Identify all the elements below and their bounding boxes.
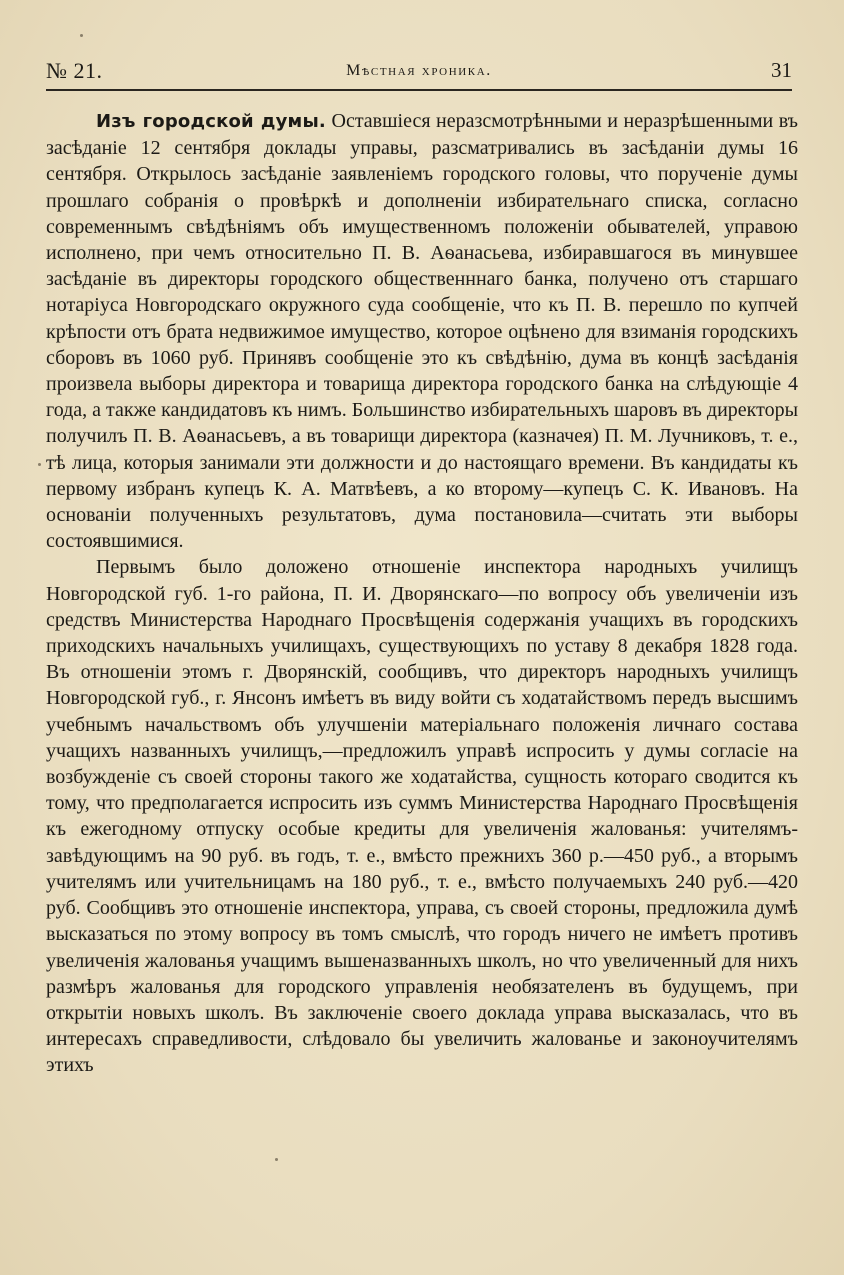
paragraph-1-text: Оставшіеся неразсмотрѣнными и неразрѣшенными въ засѣданіе 12 сентября доклады управы, разсматривались въ засѣданіи думы 16 сентября. Открылось засѣданіе заявленіемъ городского головы, что порученіе думы прошлаго собранія о провѣркѣ и дополненіи избирательнаго списка, согласно современнымъ свѣдѣніямъ объ имущественномъ положеніи обывателей, управою исполнено, при чемъ относительно П. В. Аѳанасьева, избиравшагося въ минувшее засѣданіе въ директоры городского общественннаго банка, получено отъ старшаго нотаріуса Новгородскаго окружного суда сообщеніе, что къ П. В. перешло по купчей крѣпости отъ брата недвижимое имущество, которое оцѣнено для взиманія городскихъ сборовъ въ 1060 руб. Принявъ сообщеніе это къ свѣдѣнію, дума въ концѣ засѣданія произвела выборы директора и товарища директора городского банка на слѣдующіе 4 года, а также кандидатовъ къ нимъ. Большинство избирательныхъ шаровъ въ директоры получилъ П. В. Аѳанасьевъ, а въ товарищи директора (казначея) П. М. Лучниковъ, т. е., тѣ лица, которыя занимали эти должности и до настоящаго времени. Въ кандидаты къ первому избранъ купецъ К. А. Матвѣевъ, а ко второму—купецъ С. К. Ивановъ. На основаніи полученныхъ результатовъ, дума постановила—считать эти выборы состоявшимися.	[46, 110, 799, 553]
issue-number: № 21.	[46, 58, 103, 83]
running-title: Мѣстная хроника.	[346, 62, 492, 79]
section-title: Изъ городской думы.	[96, 111, 326, 132]
header-rule	[46, 89, 792, 91]
paper-speck	[80, 34, 83, 37]
article-body	[46, 108, 798, 1079]
page-number: 31	[771, 58, 792, 82]
paragraph-1	[46, 108, 798, 554]
page-header	[46, 56, 792, 90]
paper-speck	[38, 463, 41, 466]
paper-speck	[275, 1158, 278, 1161]
paragraph-2: Первымъ было доложено отношеніе инспектора народныхъ училищъ Новгородской губ. 1-го района, П. И. Дворянскаго—по вопросу объ увеличеніи изъ средствъ Министерства Народнаго Просвѣщенія содержанія учащихъ въ городскихъ приходскихъ начальныхъ училищахъ, существующихъ по уставу 8 декабря 1828 года. Въ отношеніи этомъ г. Дворянскій, сообщивъ, что директоръ народныхъ училищъ Новгородской губ., г. Янсонъ имѣетъ въ виду войти съ ходатайствомъ передъ высшимъ учебнымъ начальствомъ объ улучшеніи матеріальнаго положенія личнаго состава учащихъ названныхъ училищъ,—предложилъ управѣ испросить у думы согласіе на возбужденіе съ своей стороны такого же ходатайства, сущность котораго сводится къ тому, что предполагается испросить изъ суммъ Министерства Народнаго Просвѣщенія къ ежегодному отпуску особые кредиты для увеличенія жалованья: учителямъ-завѣдующимъ на 90 руб. въ годъ, т. е., вмѣсто прежнихъ 360 р.—450 руб., а вторымъ учителямъ или учительницамъ на 180 руб., т. е., вмѣсто получаемыхъ 240 руб.—420 руб. Сообщивъ это отношеніе инспектора, управа, съ своей стороны, предложила думѣ высказаться по этому вопросу въ томъ смыслѣ, что городъ ничего не имѣетъ противъ увеличенія жалованья учащимъ вышеназванныхъ школъ, но что увеличенный для нихъ размѣръ жалованья для городского управленія необязателенъ въ будущемъ, при открытіи новыхъ школъ. Въ заключеніе своего доклада управа высказалась, что въ интересахъ справедливости, слѣдовало бы увеличить жалованье и законоучителямъ этихъ	[46, 556, 798, 1077]
